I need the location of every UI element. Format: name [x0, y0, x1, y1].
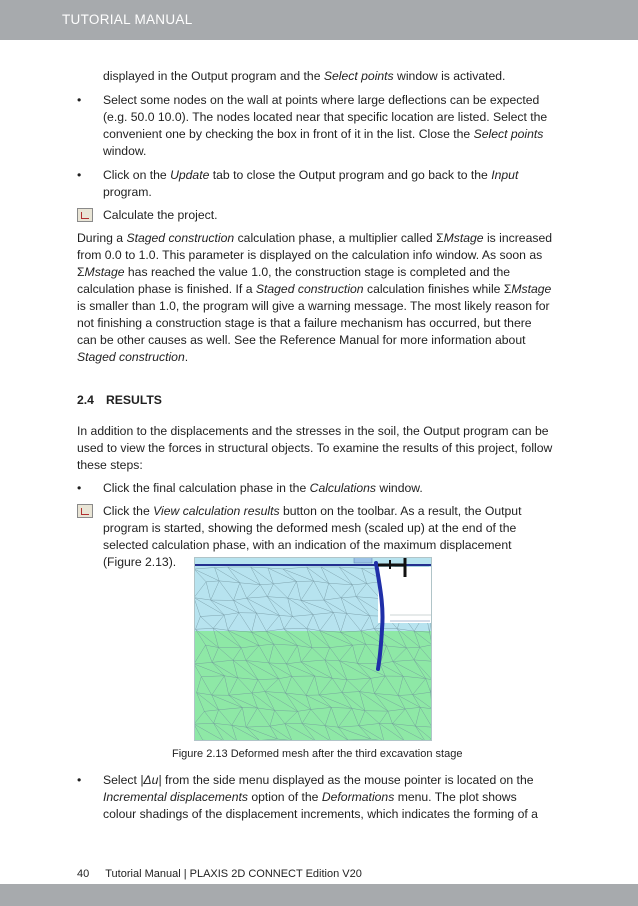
emphasis: Staged construction	[255, 282, 364, 296]
header-bar	[0, 0, 638, 40]
figure-caption: Figure 2.13 Deformed mesh after the third excavation stage	[172, 748, 463, 760]
list-item	[77, 772, 553, 823]
deformed-mesh-figure	[194, 557, 432, 741]
text-run: Click on the	[103, 168, 171, 182]
footer-text: Tutorial Manual | PLAXIS 2D CONNECT Edition V20	[105, 868, 362, 880]
section-number: 2.4	[77, 393, 94, 407]
text-run: menu. The plot shows colour shadings of the displacement increments, which indicates the forming of a	[103, 790, 538, 821]
text-run: .	[184, 350, 189, 364]
text-run: is smaller than 1.0, the program will give a warning message. The most likely reason for not finishing a construction stage is that a failure mechanism has occurred, but there can be other causes as well. See the Reference Manual for more information about	[77, 299, 550, 347]
page-content	[77, 68, 553, 571]
text-run: tab to close the Output program and go back to the	[209, 168, 492, 182]
text-run: is increased from 0.0 to 1.0. This parameter is displayed on the calculation info window. As soon as Σ	[77, 231, 552, 279]
text-run: calculation phase, a multiplier called Σ	[234, 231, 444, 245]
emphasis: Select points	[473, 127, 544, 141]
emphasis: Staged construction	[77, 350, 185, 364]
page-content-lower	[77, 772, 553, 823]
emphasis: Calculations	[309, 481, 377, 495]
text-run: Click the final calculation phase in the	[103, 481, 310, 495]
text-run: button on the toolbar. As a result, the Output program is started, showing the deformed mesh (scaled up) at the end of the selected calculation phase, with an indication of the maximum displacement (Figure 2.13).	[103, 504, 522, 569]
header-title: TUTORIAL MANUAL	[62, 12, 193, 27]
text-run: During a	[77, 231, 127, 245]
text-run: program.	[103, 185, 152, 199]
bullet-marker: •	[77, 168, 82, 182]
text-run: calculation finishes while Σ	[363, 282, 512, 296]
text-run: window.	[103, 144, 147, 158]
paragraph-results-intro: In addition to the displacements and the stresses in the soil, the Output program can be used to view the forces in structural objects. To examine the results of this project, follow these steps:	[77, 424, 553, 472]
section-title: RESULTS	[105, 393, 162, 407]
emphasis: Mstage	[84, 265, 125, 279]
text-run: from the side menu displayed as the mouse pointer is located on the	[161, 773, 534, 787]
footer-bar	[0, 884, 638, 906]
page-footer	[77, 866, 362, 883]
symbol: |Δu|	[140, 773, 162, 787]
emphasis: Incremental displacements	[103, 790, 248, 804]
text-run: Click the	[103, 504, 154, 518]
text-run: has reached the value 1.0, the construction stage is completed and the calculation phase is finished. If a	[77, 265, 511, 296]
text-run: Calculate the project.	[103, 208, 218, 222]
emphasis: Mstage	[443, 231, 484, 245]
paragraph-staged-construction	[77, 230, 553, 366]
text-run: window is activated.	[393, 69, 506, 83]
section-heading	[77, 392, 553, 409]
list-item	[77, 480, 553, 497]
emphasis: Mstage	[511, 282, 552, 296]
text-run: Select some nodes on the wall at points where large deflections can be expected (e.g. 50.0 10.0). The nodes located near that specific location are listed. Select the convenient one by checking the box in front of it in the list. Close the	[103, 93, 548, 141]
calculate-icon	[77, 208, 93, 222]
list-item	[77, 167, 553, 201]
deformed-mesh-plot	[194, 557, 432, 741]
text-run: displayed in the Output program and the	[103, 69, 324, 83]
emphasis: Input	[491, 168, 519, 182]
text-run: window.	[376, 481, 423, 495]
emphasis: Select points	[323, 69, 394, 83]
bullet-marker: •	[77, 93, 82, 107]
emphasis: Update	[170, 168, 210, 182]
text-run: option of the	[247, 790, 322, 804]
calculate-step	[77, 207, 553, 224]
bullet-marker: •	[77, 481, 82, 495]
list-item	[77, 92, 553, 160]
emphasis: Deformations	[321, 790, 395, 804]
emphasis: View calculation results	[153, 504, 280, 518]
page-number: 40	[77, 868, 90, 880]
text-run: Select	[103, 773, 141, 787]
emphasis: Staged construction	[126, 231, 235, 245]
view-results-icon	[77, 504, 93, 518]
bullet-marker: •	[77, 773, 82, 787]
intro-continuation	[77, 68, 553, 85]
